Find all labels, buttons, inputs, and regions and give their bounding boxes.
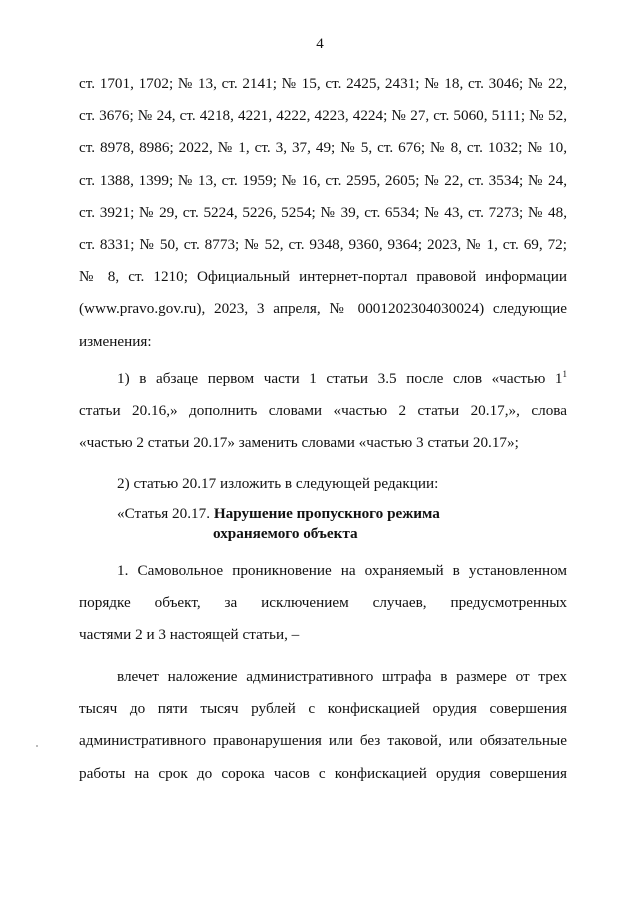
text-line: частями 2 и 3 настоящей статьи, – [79,626,300,644]
text-line: порядке объект, за исключением случаев, предусмотренных [79,594,567,612]
superscript: 1 [562,368,567,379]
text-line: ст. 8978, 8986; 2022, № 1, ст. 3, 37, 49; № 5, ст. 676; № 8, ст. 1032; № 10, [79,139,567,157]
penalty-paragraph [79,661,567,790]
text-line: влечет наложение административного штрафа в размере от трех [117,668,567,685]
text-line: 2) статью 20.17 изложить в следующей редакции: [117,475,439,492]
part-1-paragraph [79,555,567,652]
article-title-line2: охраняемого объекта [213,525,358,542]
text-line [79,363,567,395]
text-line: ст. 1388, 1399; № 13, ст. 1959; № 16, ст. 2595, 2605; № 22, ст. 3534; № 24, [79,171,567,189]
text-line: статьи 20.16,» дополнить словами «частью 2 статьи 20.17,», слова [79,402,567,420]
article-title: Нарушение пропускного режима [213,505,440,522]
text-line: административного правонарушения или без таковой, или обязательные [79,732,567,750]
text-line: работы на срок до сорока часов с конфискацией орудия совершения [79,764,567,782]
text-line: ст. 8331; № 50, ст. 8773; № 52, ст. 9348, 9360, 9364; 2023, № 1, ст. 69, 72; [79,235,567,253]
scan-artifact [36,745,38,747]
article-heading [117,504,440,544]
text-line: тысяч до пяти тысяч рублей с конфискацией орудия совершения [79,700,567,718]
text-line: 1. Самовольное проникновение на охраняемый в установленном [117,562,567,579]
text-line: ст. 1701, 1702; № 13, ст. 2141; № 15, ст. 2425, 2431; № 18, ст. 3046; № 22, [79,75,567,92]
text-line: № 8, ст. 1210; Официальный интернет-портал правовой информации [79,268,567,286]
text-line: ст. 3676; № 24, ст. 4218, 4221, 4222, 4223, 4224; № 27, ст. 5060, 5111; № 52, [79,107,567,125]
item-1-paragraph [79,363,567,460]
item-2-paragraph [79,468,567,500]
article-prefix: «Статья 20.17. [117,505,211,522]
article-heading-line1 [117,504,440,524]
text-line: ст. 3921; № 29, ст. 5224, 5226, 5254; № 39, ст. 6534; № 43, ст. 7273; № 48, [79,203,567,221]
page-number: 4 [316,36,324,52]
text-line: (www.pravo.gov.ru), 2023, 3 апреля, № 0001202304030024) следующие [79,300,567,318]
text-line: изменения: [79,332,152,350]
item-1-text: 1) в абзаце первом части 1 статьи 3.5 после слов «частью 1 [117,370,563,387]
citation-paragraph [79,68,567,358]
text-line: «частью 2 статьи 20.17» заменить словами «частью 3 статьи 20.17»; [79,434,519,452]
